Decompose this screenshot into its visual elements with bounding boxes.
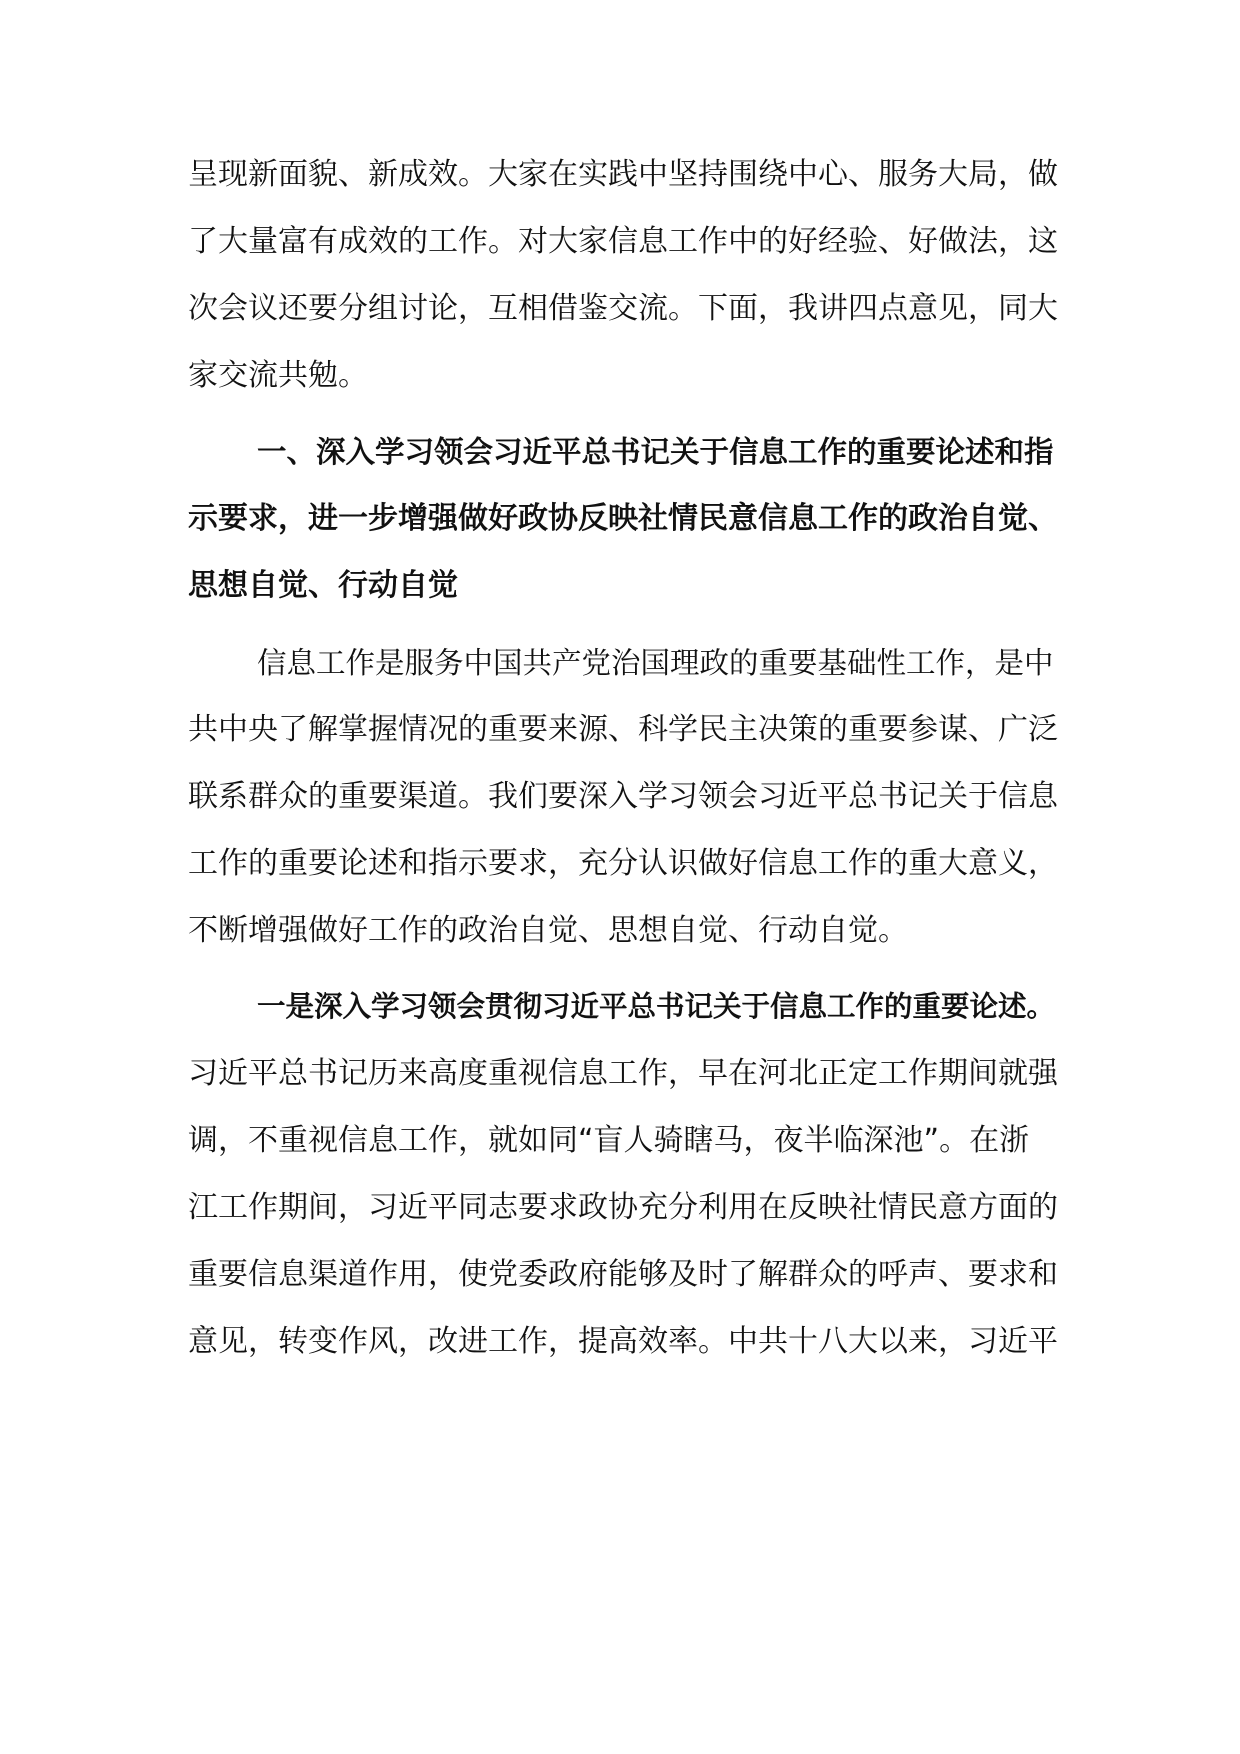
section-heading-1-line-2: 示要求，进一步增强做好政协反映社情民意信息工作的政治自觉、: [188, 501, 1058, 536]
paragraph-3-line-1: 习近平总书记历来高度重视信息工作，早在河北正定工作期间就强: [188, 1056, 1058, 1091]
paragraph-2-line-1: 信息工作是服务中国共产党治国理政的重要基础性工作，是中: [257, 646, 1054, 680]
paragraph-3-lead: 一是深入学习领会贯彻习近平总书记关于信息工作的重要论述。: [257, 990, 1056, 1023]
paragraph-2-line-2: 共中央了解掌握情况的重要来源、科学民主决策的重要参谋、广泛: [188, 712, 1058, 747]
paragraph-2-line-5: 不断增强做好工作的政治自觉、思想自觉、行动自觉。: [188, 913, 908, 948]
section-heading-1-line-1: 一、深入学习领会习近平总书记关于信息工作的重要论述和指: [257, 435, 1054, 469]
paragraph-3-line-5: 意见，转变作风，改进工作，提高效率。中共十八大以来，习近平: [188, 1324, 1058, 1359]
section-heading-1-line-3: 思想自觉、行动自觉: [188, 568, 458, 603]
paragraph-1-line-4: 家交流共勉。: [188, 358, 368, 393]
paragraph-1-line-2: 了大量富有成效的工作。对大家信息工作中的好经验、好做法，这: [188, 224, 1058, 259]
paragraph-2-line-4: 工作的重要论述和指示要求，充分认识做好信息工作的重大意义，: [188, 846, 1058, 881]
paragraph-3-line-2: 调，不重视信息工作，就如同“盲人骑瞎马，夜半临深池”。在浙: [188, 1123, 1030, 1158]
paragraph-3-line-3: 江工作期间，习近平同志要求政协充分利用在反映社情民意方面的: [188, 1190, 1058, 1225]
paragraph-1-line-1: 呈现新面貌、新成效。大家在实践中坚持围绕中心、服务大局，做: [188, 157, 1058, 192]
paragraph-3-line-4: 重要信息渠道作用，使党委政府能够及时了解群众的呼声、要求和: [188, 1257, 1058, 1292]
paragraph-1-line-3: 次会议还要分组讨论，互相借鉴交流。下面，我讲四点意见，同大: [188, 291, 1058, 326]
paragraph-2-line-3: 联系群众的重要渠道。我们要深入学习领会习近平总书记关于信息: [188, 779, 1058, 814]
